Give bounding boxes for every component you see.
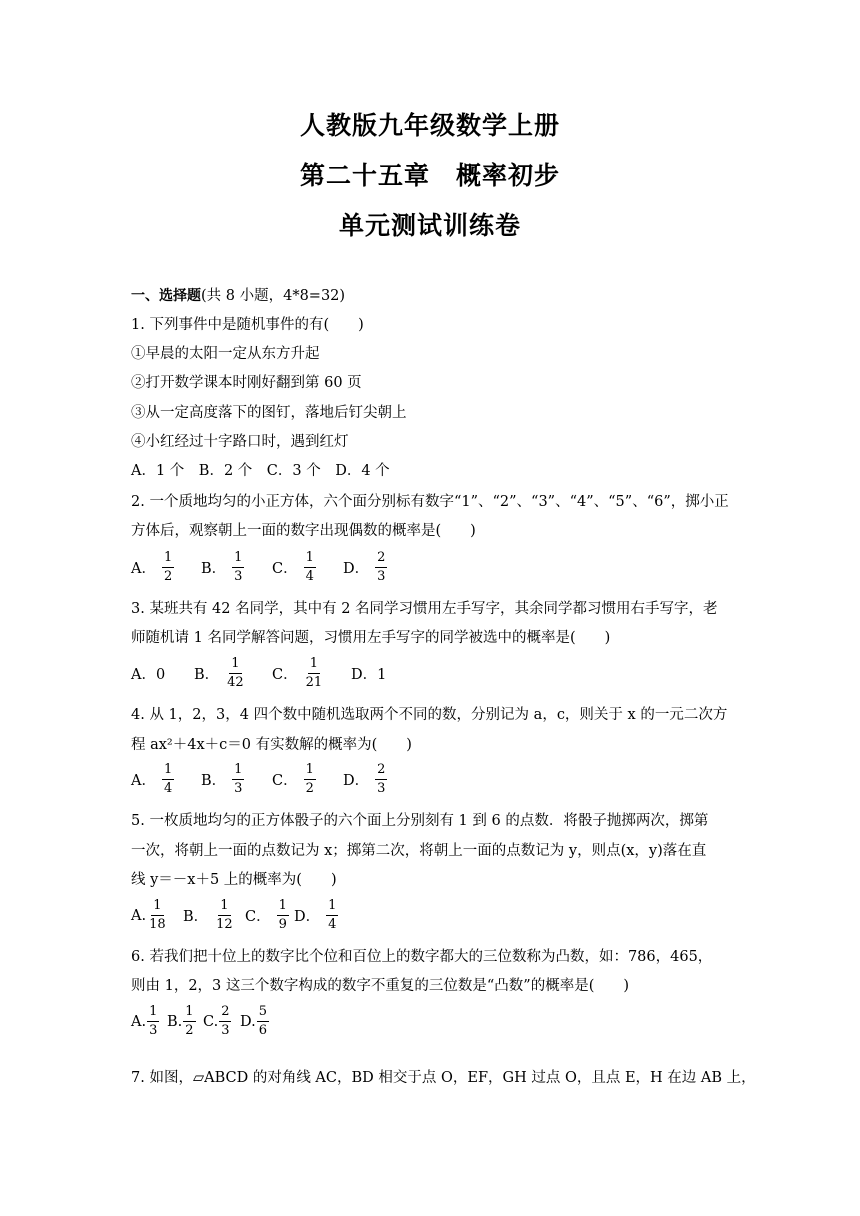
q3-option-d: D．1 [351, 667, 387, 683]
q2-line-1: 2. 一个质地均匀的小正方体，六个面分别标有数字“1”、“2”、“3”、“4”、“5”、“6”，掷小正 [131, 494, 729, 510]
chapter-title: 第二十五章 概率初步 [299, 161, 560, 190]
q2-line-2: 方体后，观察朝上一面的数字出现偶数的概率是( ) [131, 523, 476, 539]
q1-options: A．1 个 B．2 个 C．3 个 D．4 个 [131, 463, 390, 479]
q6-option-c: C. $\frac{2}{3}$ [203, 1004, 230, 1038]
q2-option-a: A． $\frac{1}{2}$ [131, 550, 173, 584]
q2-option-c: C． $\frac{1}{4}$ [272, 550, 314, 584]
q4-option-b: B． $\frac{1}{3}$ [201, 762, 243, 796]
q4-line-2: 程 ax²＋4x＋c＝0 有实数解的概率为( ) [131, 737, 412, 753]
q2-option-d: D． $\frac{2}{3}$ [343, 550, 386, 584]
q5-option-c: C． $\frac{1}{9}$ [245, 898, 287, 932]
q3-line-1: 3. 某班共有 42 名同学，其中有 2 名同学习惯用左手写字，其余同学都习惯用右手写字，老 [131, 601, 718, 617]
q5-option-b: B． $\frac{1}{12}$ [183, 898, 233, 932]
q1-stem: 1. 下列事件中是随机事件的有( ) [131, 317, 364, 333]
q6-option-a: A. $\frac{1}{3}$ [131, 1004, 158, 1038]
q1-item-1: ①早晨的太阳一定从东方升起 [131, 346, 320, 362]
section-label: 一、选择题 [131, 288, 201, 304]
q3-option-c: C． $\frac{1}{21}$ [272, 656, 323, 690]
q1-item-4: ④小红经过十字路口时，遇到红灯 [131, 434, 349, 450]
q1-item-3: ③从一定高度落下的图钉，落地后钉尖朝上 [131, 405, 407, 421]
book-title: 人教版九年级数学上册 [299, 111, 560, 140]
q6-line-1: 6. 若我们把十位上的数字比个位和百位上的数字都大的三位数称为凸数，如：786，465， [131, 949, 713, 965]
q2-option-b: B． $\frac{1}{3}$ [201, 550, 243, 584]
q4-option-c: C． $\frac{1}{2}$ [272, 762, 314, 796]
q1-item-2: ②打开数学课本时刚好翻到第 60 页 [131, 375, 362, 391]
q4-option-d: D． $\frac{2}{3}$ [343, 762, 386, 796]
q4-line-1: 4. 从 1，2，3，4 四个数中随机选取两个不同的数，分别记为 a，c，则关于 x 的一元二次方 [131, 707, 728, 723]
q5-line-2: 一次，将朝上一面的点数记为 x；掷第二次，将朝上一面的点数记为 y，则点(x，y)落在直 [131, 843, 707, 859]
q5-line-1: 5. 一枚质地均匀的正方体骰子的六个面上分别刻有 1 到 6 的点数．将骰子抛掷两次，掷第 [131, 813, 709, 829]
q6-line-2: 则由 1，2，3 这三个数字构成的数字不重复的三位数是“凸数”的概率是( ) [131, 978, 630, 994]
q6-option-b: B. $\frac{1}{2}$ [167, 1004, 194, 1038]
q5-option-d: D． $\frac{1}{4}$ [294, 898, 337, 932]
q6-option-d: D. $\frac{5}{6}$ [240, 1004, 267, 1038]
q7-line-1: 7. 如图，▱ABCD 的对角线 AC，BD 相交于点 O，EF，GH 过点 O，且点 E，H 在边 AB 上， [131, 1070, 756, 1086]
section-heading [131, 284, 345, 305]
q3-option-a: A．0 [131, 667, 166, 683]
section-info: (共 8 小题，4*8=32) [201, 288, 346, 304]
q3-option-b: B． $\frac{1}{42}$ [194, 656, 244, 690]
q5-option-a: A. $\frac{1}{18}$ [131, 898, 166, 932]
q5-line-3: 线 y＝－x＋5 上的概率为( ) [131, 872, 337, 888]
q3-line-2: 师随机请 1 名同学解答问题，习惯用左手写字的同学被选中的概率是( ) [131, 630, 611, 646]
q4-option-a: A． $\frac{1}{4}$ [131, 762, 173, 796]
test-title: 单元测试训练卷 [338, 211, 521, 240]
